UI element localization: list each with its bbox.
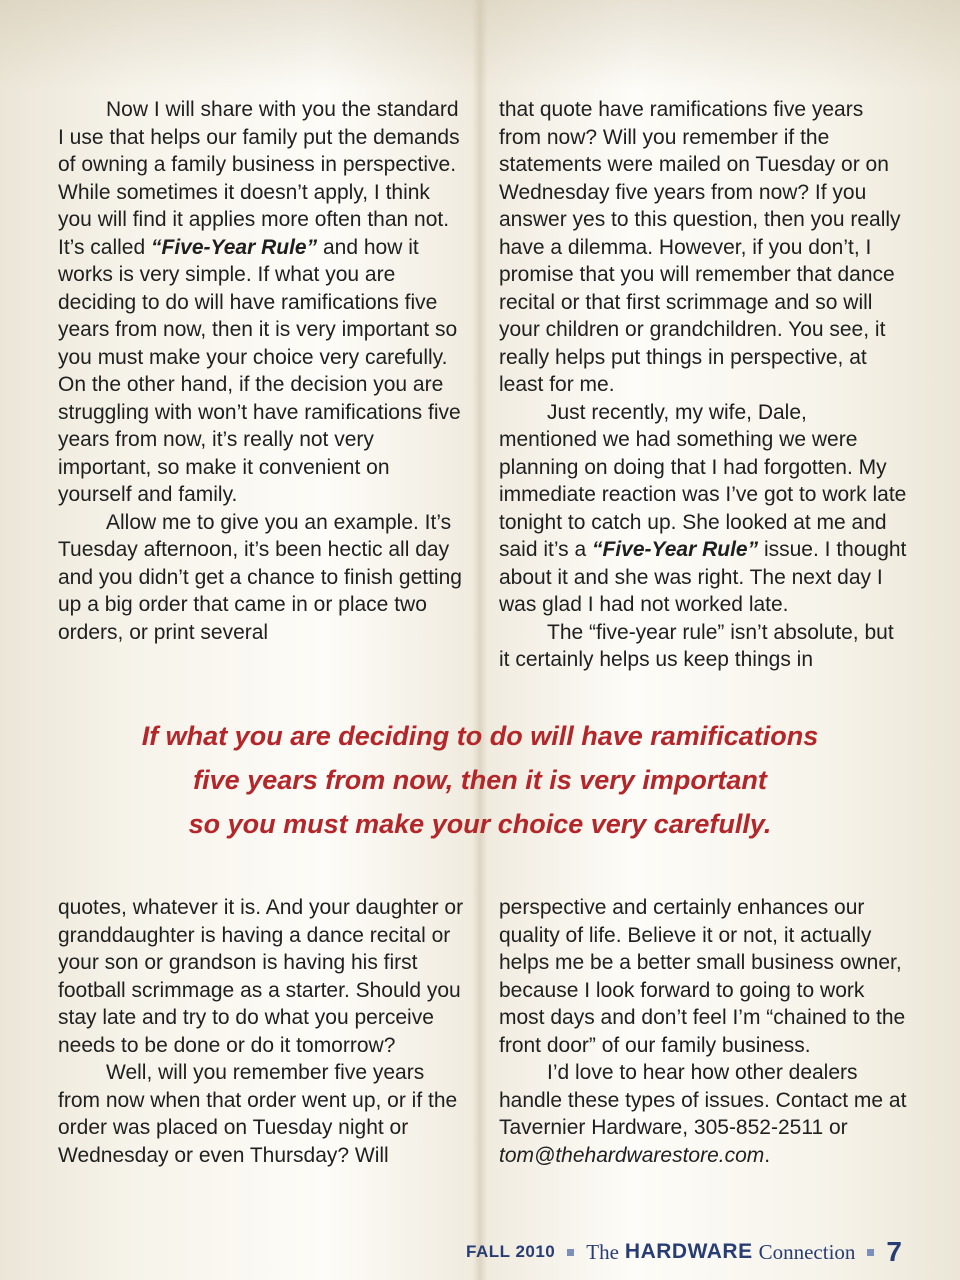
article-column-3 xyxy=(58,894,468,1169)
paragraph: that quote have ramifications five years from now? Will you remember if the statements were mailed on Tuesday or on Wednesday five years from now? If you answer yes to this question, then you really have a dilemma. However, if you don’t, I promise that you will remember that dance recital or that first scrimmage and so will your children or grandchildren. You see, it really helps put things in perspective, at least for me. xyxy=(499,98,901,396)
pull-quote-line: so you must make your choice very carefully. xyxy=(188,809,772,839)
paragraph xyxy=(499,399,909,619)
paragraph: Allow me to give you an example. It’s Tuesday afternoon, it’s been hectic all day and you didn’t get a chance to finish getting up a big order that came in or place two orders, or print several xyxy=(58,510,462,644)
pull-quote xyxy=(0,714,960,846)
page-shading xyxy=(0,0,960,90)
pull-quote-line: five years from now, then it is very important xyxy=(193,765,767,795)
paragraph: The “five-year rule” isn’t absolute, but it certainly helps us keep things in xyxy=(499,620,894,671)
pull-quote-line: If what you are deciding to do will have ramifications xyxy=(141,721,819,751)
contact-email-link[interactable]: tom@thehardwarestore.com xyxy=(499,1143,765,1167)
paragraph xyxy=(58,96,468,509)
paragraph xyxy=(499,1059,909,1169)
square-bullet-icon xyxy=(567,1249,574,1256)
paragraph-text: and how it works is very simple. If what you are deciding to do will have ramifications five years from now, then it is very important so you must make your choice very carefully. On the other hand, if the decision you are struggling with won’t have ramifications five years from now, it’s really not very important, so make it convenient on yourself and family. xyxy=(58,235,461,506)
page-number: 7 xyxy=(886,1236,902,1267)
article-column-2 xyxy=(499,96,909,674)
page-footer xyxy=(466,1232,902,1272)
issue-season: FALL 2010 xyxy=(466,1242,556,1261)
publication-title-connection: Connection xyxy=(758,1239,856,1264)
paragraph-text: Now I will share with you the standard I use that helps our family put the demands of owning a family business in perspective. While sometimes it doesn’t apply, I think you will find it applies more often than not. It’s called xyxy=(58,98,460,259)
paragraph-text: I’d love to hear how other dealers handle these types of issues. Contact me at Tavernier Hardware, 305-852-2511 or xyxy=(499,1061,907,1139)
emphasis-five-year-rule: “Five-Year Rule” xyxy=(592,538,759,561)
paragraph-text: . xyxy=(764,1143,771,1167)
article-column-1 xyxy=(58,96,468,646)
square-bullet-icon xyxy=(867,1249,874,1256)
publication-title-the: The xyxy=(586,1239,619,1264)
article-column-4 xyxy=(499,894,909,1169)
paragraph: Well, will you remember five years from now when that order went up, or if the order was placed on Tuesday night or Wednesday or even Thursday? Will xyxy=(58,1061,458,1167)
paragraph-text: issue. I thought about it and she was right. The next day I was glad I had not worked late. xyxy=(499,538,907,616)
publication-title-hardware: HARDWARE xyxy=(624,1240,753,1263)
paragraph: quotes, whatever it is. And your daughter or granddaughter is having a dance recital or your son or grandson is having his first football scrimmage as a starter. Should you stay late and try to do what you perceive needs to be done or do it tomorrow? xyxy=(58,896,464,1057)
paragraph-text: Just recently, my wife, Dale, mentioned we had something we were planning on doing that I had forgotten. My immediate reaction was I’ve got to work late tonight to catch up. She looked at me and said it’s a xyxy=(499,400,907,561)
emphasis-five-year-rule: “Five-Year Rule” xyxy=(151,235,318,259)
paragraph: perspective and certainly enhances our quality of life. Believe it or not, it actually helps me be a better small business owner, because I look forward to going to work most days and don’t feel I’m “chained to the front door” of our family business. xyxy=(499,896,906,1057)
